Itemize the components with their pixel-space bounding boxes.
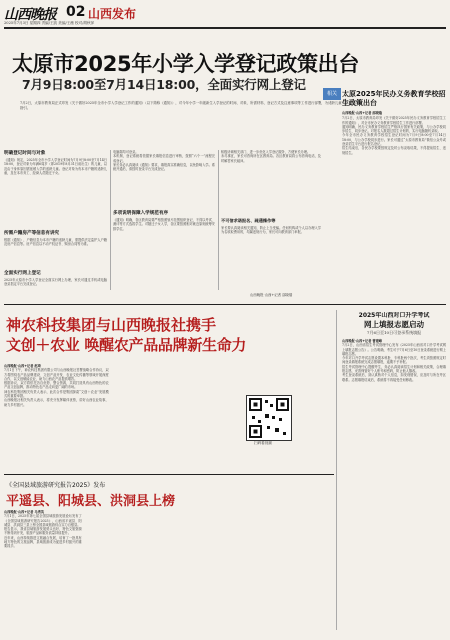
- lead-col3-subhead: 不可信求诺报名、疏通操作等: [221, 218, 276, 223]
- story4-text: 7月1日，2025年第七届全国县域旅游发展论坛发布了《全国县域旅游研究报告2025》，山西省平遥县、阳城县、洪洞县三县上榜全国县域旅游综合实力百强县。 报告显示，我省县域旅游发展势头良好，特色文旅资源不断得到开发，旅游产品和服务质量持续提升。 近年来，山西持续推进文旅融合发展，培育了一批具有地方特色的文旅品牌，县域旅游成为促进乡村振兴的重要抓手。: [4, 514, 82, 549]
- story2-headline-1: 神农科技集团与山西晚报社携手: [6, 316, 217, 334]
- lead-col2-text-2: 《通知》明确，各区教育局要严格按照划片范围组织登记，不得以考试、测评等方式选拔学生。对随迁子女入学，各区要按照相对就近原则统筹安排学位。: [113, 218, 215, 231]
- story3-tag: 2025年山西对口升学考试: [358, 312, 430, 319]
- sidebar-box: [342, 90, 446, 300]
- sidebar-byline: 山西晚报·山西+记者 邵晓瑞: [342, 111, 382, 115]
- qr-caption: 扫码看视频: [254, 441, 272, 445]
- story3-body: 7月2日，山西省招生考试管理中心发布《2025年山西省对口升学考试网上填报志愿公告》。公告明确，考生可于7月6日至10日登录系统进行网上填报志愿。 今年对口升学考试志愿设置本科批、专科批两个批次，考生须按照规定时间登录填报系统完成志愿填报，逾期不予补报。 招生考试管理中心提醒考生，务必认真阅读招生计划和相关政策，合理填报志愿，妥善保管好个人账号和密码，防止他人篡改。 考生登录系统后，须认真核对个人信息，如发现错误，应及时与所在考区联系。志愿填报结束后，系统将不再接受任何修改。: [342, 343, 446, 382]
- related-tag: 相关: [323, 88, 341, 100]
- newspaper-logo: 山西晚报: [4, 7, 56, 23]
- lead-col2-text: 电脑端均可登录。 本机制，登记系统将依据家长填报信息进行审核，按照“六个一”流程完成登记。 家长务必认真阅读《通知》要求，填报真实准确信息，以免影响入学。系统开通后，请按时登录平台完成登记。: [113, 150, 215, 172]
- lead-col1-text-1: 《通知》规定，2025年全市小学入学登记时间为7月9日8:00至7月14日18:00，登记对象为年满6周岁（即2019年8月31日前出生）的儿童，以及由于身体原因需延缓入学的适龄儿童。登记对象为有本市户籍的适龄儿童，及在本市务工、经商人员随迁子女。: [4, 158, 107, 175]
- page-number: 02: [66, 4, 86, 20]
- lead-headline: 太原市2025年小学入学登记政策出台: [12, 52, 360, 76]
- column-divider: [336, 310, 337, 630]
- lead-column-2: [113, 150, 215, 290]
- story4-kicker: 《全国县域旅游研究报告2025》发布: [6, 482, 106, 489]
- sidebar-body: 7月2日，太原市教育局印发《关于做好2025年民办义务教育学校招生工作的通知》，对全市民办义务教育学校招生工作进行部署。 通知明确，民办义务教育学校招生严格执行国家有关政策，与公办学校同步招生、同步登记。对报名人数超过招生计划的，实行电脑随机录取。 今年全市民办义务教育学校招生登记时间为7月9日8:00至7月14日18:00，与公办学校同步进行。家长可通过“太原市教育局”微信公众号或登录招生平台进行报名登记。 招生结束后，各民办学校要按规定及时公布录取结果，不得提前招生、违规招生。: [342, 116, 446, 155]
- story2-byline: 山西晚报·山西+记者 赵琦: [4, 364, 41, 368]
- lead-col1-subhead-2: 所需户籍房产等信息有讲究: [4, 231, 60, 236]
- lead-col3-text: 积极协调相关部门，进一步优化入学登记服务，方便家长办理。 未尽事宜，家长可咨询所在区教育局。各区教育局将公布咨询电话，及时解答家长疑问。: [221, 150, 321, 163]
- lead-column-1: [4, 150, 107, 290]
- lead-reporter: 山西晚报·山西+记者 邵晓瑞: [250, 293, 293, 297]
- section-divider: [4, 304, 446, 305]
- story2-headline-2: 文创＋农业 唤醒农产品品牌新生命力: [6, 336, 247, 354]
- masthead: [4, 4, 446, 26]
- lead-col1-text-3: 2025年太原市小学入学登记全面实行网上办理，家长可通过手机或电脑登录指定平台完成登记。: [4, 278, 107, 287]
- story3-title: 网上填报志愿启动: [364, 320, 424, 329]
- qr-code[interactable]: [246, 395, 292, 441]
- column-divider: [218, 150, 219, 290]
- column-divider: [110, 150, 111, 290]
- lead-col1-subhead-1: 明确登记时间与对象: [4, 151, 46, 156]
- story3-subtitle: 7月6日至10日可登录系统填报: [366, 330, 422, 335]
- story4-headline: 平遥县、阳城县、洪洞县上榜: [6, 494, 176, 509]
- lead-col1-text-2: 根据《通知》，户籍信息为本市户籍的适龄儿童，需提供法定监护人户籍及房产信息等。房产信息以不动产权证书、购房合同等为准。: [4, 238, 107, 247]
- story3-byline: 山西晚报·山西+记者 曹建峰: [342, 339, 382, 343]
- lead-col1-subhead-3: 全面实行网上登记: [4, 271, 41, 276]
- issue-line: 2025年7月3日 星期四 责编/王凯 美编/王薇 校对/胡秋萍: [4, 21, 95, 25]
- story2-text: 7月1日下午，神农科技集团有限公司与山西晚报社签署战略合作协议，双方将围绕农产品品牌建设、文创产品开发、农业文化传播等领域开展深度合作，以文创赋能农业，助力山西农产品提质增效。 根据协议，双方将依托各自优势，整合资源，共同打造具有山西特色的农产品文创品牌，推动特色农产品走向更广阔的市场。 神农科技集团相关负责人表示，此次合作是集团探索“文创＋农业”发展模式的重要举措。 山西晚报社相关负责人表示，将充分发挥媒体优势，讲好山西农业故事，助力乡村振兴。: [4, 368, 109, 407]
- story4-byline: 山西晚报·山西+记者 马秀英: [4, 510, 44, 514]
- section-divider: [4, 474, 334, 475]
- lead-column-3: [221, 150, 321, 295]
- story3-box: [342, 312, 446, 630]
- qr-code-icon: [247, 396, 291, 440]
- lead-subheadline: 7月9日8:00至7月14日18:00，全面实行网上登记: [22, 77, 306, 92]
- masthead-divider: [4, 27, 446, 29]
- lead-intro: 7月2日，太原市教育局正式印发《关于做好2025年全市小学入学登记工作的通知》（以下简称《通知》），对今年小学一年级新生入学登记的时间、对象、所需材料、登记方式及注意事项等工作进行部署，为适龄儿童入学提供清晰指引。: [20, 101, 362, 110]
- lead-col2-subhead: 多项说明保障入学规范有序: [113, 211, 169, 216]
- story4-body: [4, 510, 330, 632]
- sidebar-title: 太原2025年民办义务教育学校招生政策出台: [342, 90, 446, 107]
- lead-col3-text-2: 家长要认真阅读相关通知，防止上当受骗。任何机构或个人以办理入学为名收取费用的，均属违规行为，家长可向教育部门举报。: [221, 226, 321, 235]
- section-title: 山西发布: [88, 7, 137, 21]
